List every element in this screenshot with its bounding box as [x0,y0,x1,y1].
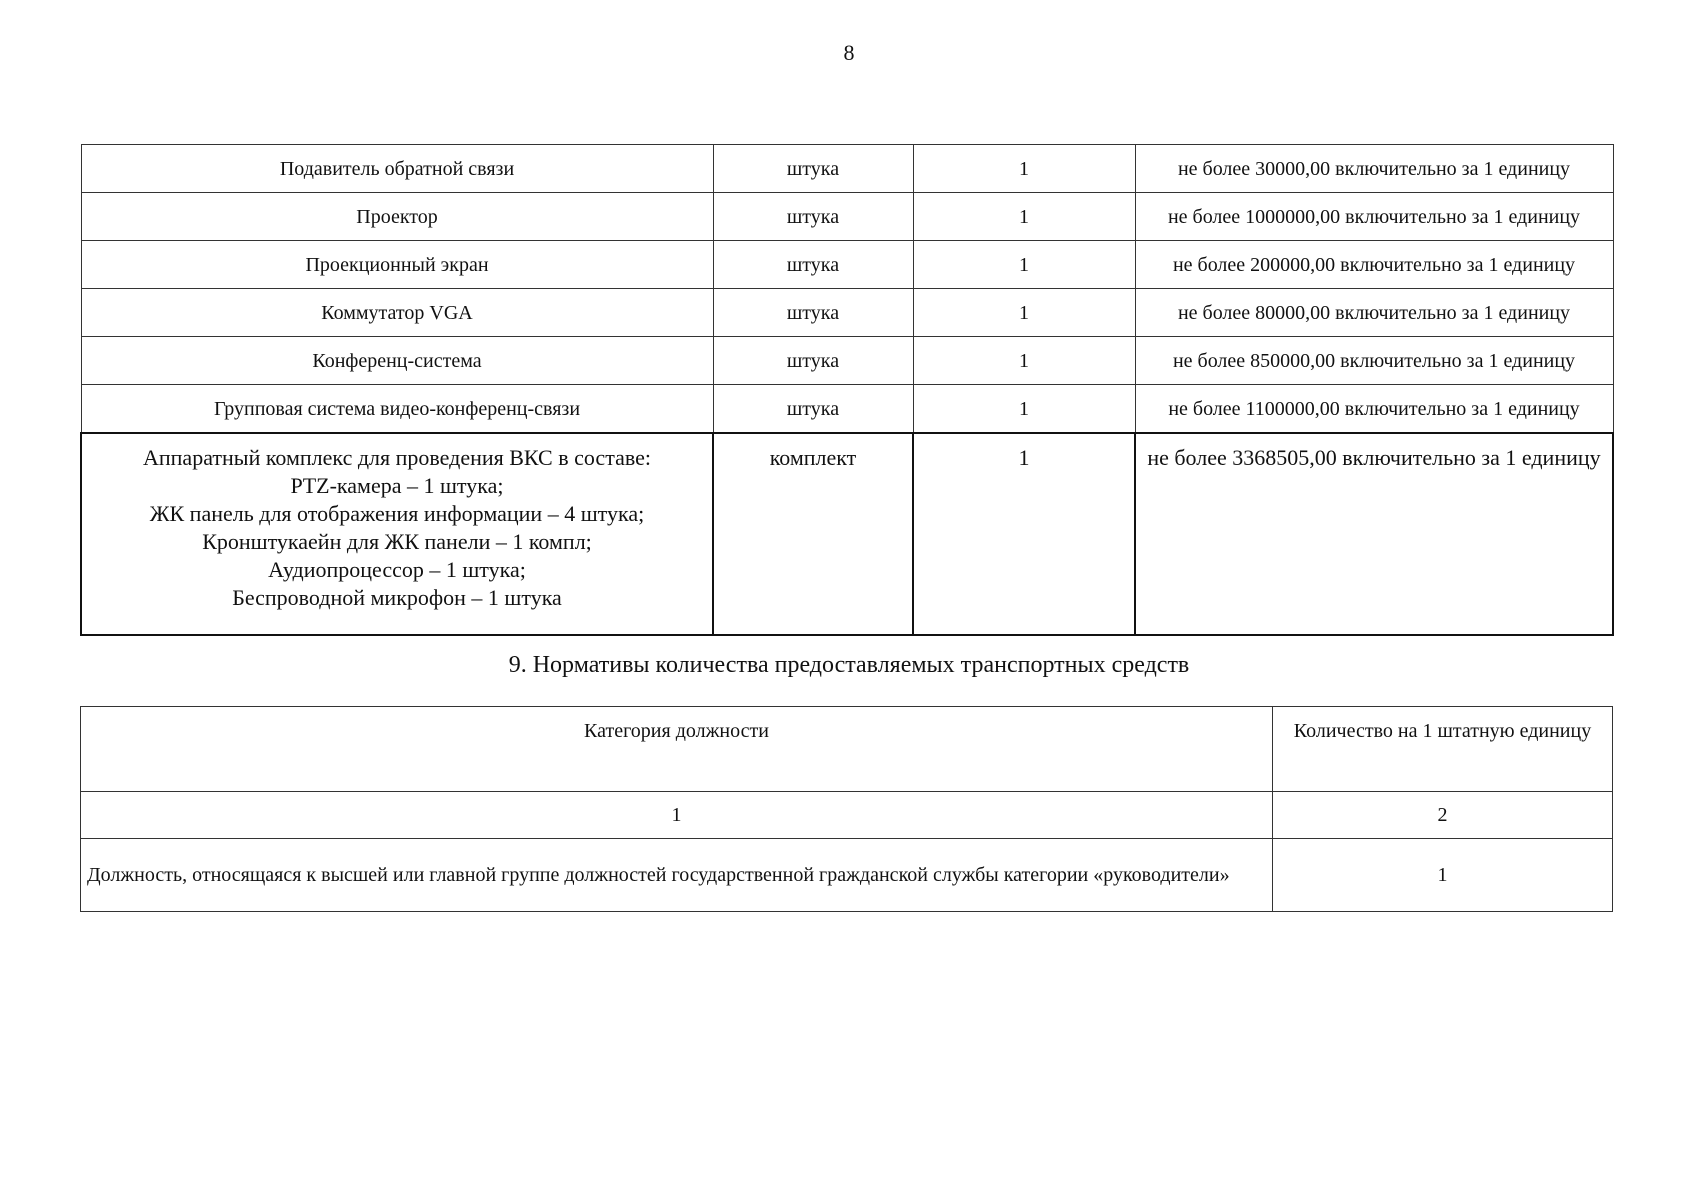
item-unit: штука [713,193,913,241]
position-quantity: 1 [1273,839,1613,912]
table-row-complex [81,433,1613,635]
item-unit: штука [713,337,913,385]
page-number: 8 [843,40,855,65]
complex-line: PTZ-камера – 1 штука; [290,473,504,498]
item-name: Подавитель обратной связи [81,145,713,193]
column-number: 1 [81,792,1273,839]
complex-line: Беспроводной микрофон – 1 штука [232,585,562,610]
item-price: не более 1000000,00 включительно за 1 единицу [1135,193,1613,241]
complex-qty: 1 [913,433,1135,635]
transport-table [80,706,1613,912]
equipment-table [80,144,1614,636]
item-name: Групповая система видео-конференц-связи [81,385,713,434]
item-qty: 1 [913,337,1135,385]
complex-price: не более 3368505,00 включительно за 1 единицу [1135,433,1613,635]
table-row [81,385,1613,434]
position-category: Должность, относящаяся к высшей или главной группе должностей государственной гражданской службы категории «руководители» [81,839,1273,912]
item-unit: штука [713,289,913,337]
item-name: Проекционный экран [81,241,713,289]
item-name: Конференц-система [81,337,713,385]
table-header-row [81,707,1613,792]
column-number-row [81,792,1613,839]
header-quantity: Количество на 1 штатную единицу [1273,707,1613,792]
item-qty: 1 [913,289,1135,337]
item-price: не более 30000,00 включительно за 1 единицу [1135,145,1613,193]
complex-line: ЖК панель для отображения информации – 4 штука; [149,501,645,526]
item-qty: 1 [913,241,1135,289]
item-name: Проектор [81,193,713,241]
item-qty: 1 [913,193,1135,241]
item-price: не более 80000,00 включительно за 1 единицу [1135,289,1613,337]
column-number: 2 [1273,792,1613,839]
item-price: не более 850000,00 включительно за 1 единицу [1135,337,1613,385]
item-unit: штука [713,145,913,193]
item-price: не более 200000,00 включительно за 1 единицу [1135,241,1613,289]
table-row [81,289,1613,337]
table-row [81,241,1613,289]
item-unit: штука [713,385,913,434]
table-row [81,337,1613,385]
item-qty: 1 [913,385,1135,434]
table-row [81,193,1613,241]
complex-line: Аудиопроцессор – 1 штука; [268,557,526,582]
item-price: не более 1100000,00 включительно за 1 единицу [1135,385,1613,434]
section-title: 9. Нормативы количества предоставляемых транспортных средств [508,652,1190,678]
table-row [81,145,1613,193]
item-qty: 1 [913,145,1135,193]
complex-unit: комплект [713,433,913,635]
item-name: Коммутатор VGA [81,289,713,337]
item-unit: штука [713,241,913,289]
table-row [81,839,1613,912]
complex-description [81,433,713,635]
complex-line: Аппаратный комплекс для проведения ВКС в составе: [143,445,651,470]
complex-line: Кронштукаейн для ЖК панели – 1 компл; [202,529,592,554]
header-category: Категория должности [81,707,1273,792]
